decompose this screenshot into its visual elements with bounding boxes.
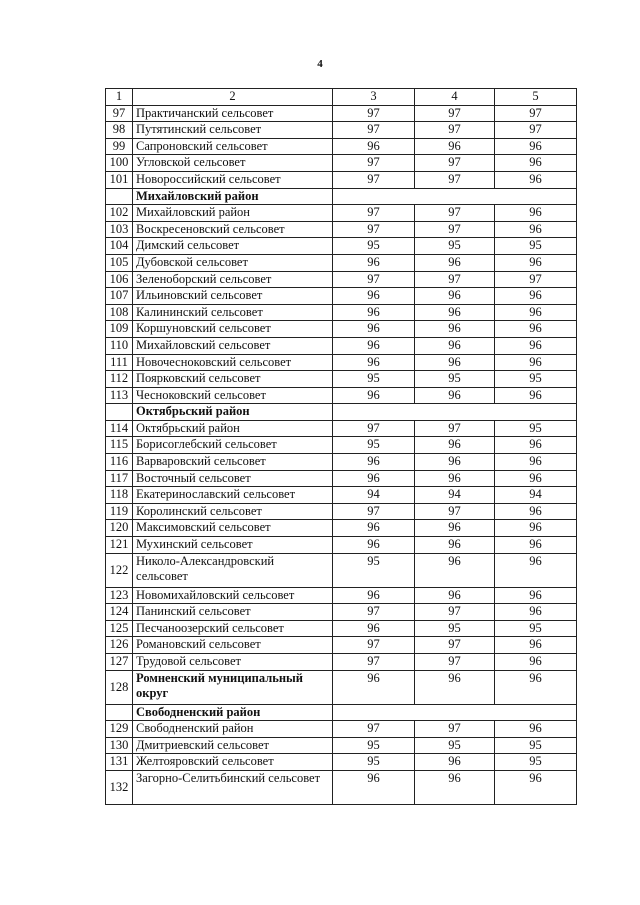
row-name: Восточный сельсовет [133,470,333,487]
data-table [105,88,577,805]
value-col-5: 96 [495,221,577,238]
value-col-5: 96 [495,770,577,804]
value-col-3: 96 [333,387,415,404]
row-number: 110 [106,337,133,354]
value-col-4: 96 [415,387,495,404]
row-name: Новомихайловский сельсовет [133,587,333,604]
value-col-5: 96 [495,288,577,305]
table-row [106,754,577,771]
row-number: 118 [106,487,133,504]
row-number: 103 [106,221,133,238]
value-col-4: 96 [415,337,495,354]
value-col-4: 96 [415,553,495,587]
value-col-5: 96 [495,205,577,222]
value-col-3: 96 [333,138,415,155]
value-col-4: 97 [415,171,495,188]
table-row [106,587,577,604]
value-col-4: 95 [415,620,495,637]
row-number: 105 [106,254,133,271]
value-col-3: 96 [333,454,415,471]
value-col-5: 96 [495,470,577,487]
row-number: 116 [106,454,133,471]
value-col-4: 95 [415,238,495,255]
value-col-5: 97 [495,271,577,288]
row-number: 99 [106,138,133,155]
table-row [106,354,577,371]
table-row [106,205,577,222]
row-name: Мухинский сельсовет [133,537,333,554]
value-col-5: 96 [495,637,577,654]
section-header-row [106,188,577,205]
value-col-4: 97 [415,155,495,172]
value-col-5 [495,704,577,721]
table-row [106,670,577,704]
value-col-3: 96 [333,354,415,371]
value-col-3: 97 [333,171,415,188]
table-row [106,620,577,637]
value-col-3: 95 [333,371,415,388]
value-col-5: 96 [495,670,577,704]
value-col-4: 95 [415,371,495,388]
table-row [106,437,577,454]
row-name: Путятинский сельсовет [133,122,333,139]
table-row [106,321,577,338]
row-name: Свободненский район [133,721,333,738]
value-col-4: 97 [415,637,495,654]
value-col-5: 96 [495,604,577,621]
row-name: Максимовский сельсовет [133,520,333,537]
row-name: Романовский сельсовет [133,637,333,654]
page-number: 4 [317,58,323,70]
value-col-3: 97 [333,604,415,621]
value-col-5: 96 [495,520,577,537]
value-col-4: 96 [415,770,495,804]
row-number: 124 [106,604,133,621]
value-col-3: 97 [333,122,415,139]
value-col-4: 96 [415,587,495,604]
value-col-4: 96 [415,520,495,537]
table-row [106,737,577,754]
row-number: 130 [106,737,133,754]
row-number: 109 [106,321,133,338]
table-row [106,304,577,321]
column-header-2: 2 [133,89,333,106]
row-name: Панинский сельсовет [133,604,333,621]
value-col-5: 96 [495,304,577,321]
row-number [106,188,133,205]
row-number: 121 [106,537,133,554]
value-col-3: 97 [333,721,415,738]
row-name: Октябрьский район [133,420,333,437]
value-col-4: 96 [415,470,495,487]
value-col-3: 95 [333,553,415,587]
value-col-4: 97 [415,420,495,437]
value-col-3: 97 [333,155,415,172]
value-col-5: 95 [495,737,577,754]
value-col-3: 96 [333,670,415,704]
value-col-3: 97 [333,503,415,520]
value-col-5: 95 [495,420,577,437]
row-name: Новочесноковский сельсовет [133,354,333,371]
section-header-row [106,704,577,721]
value-col-4: 96 [415,304,495,321]
table-row [106,387,577,404]
value-col-5: 96 [495,654,577,671]
value-col-5: 95 [495,620,577,637]
value-col-4 [415,404,495,421]
table-row [106,553,577,587]
row-name: Екатеринославский сельсовет [133,487,333,504]
value-col-4: 97 [415,122,495,139]
row-name: Чесноковский сельсовет [133,387,333,404]
value-col-4: 97 [415,604,495,621]
row-name: Угловской сельсовет [133,155,333,172]
table-row [106,537,577,554]
value-col-5 [495,404,577,421]
column-header-5: 5 [495,89,577,106]
row-name: Поярковский сельсовет [133,371,333,388]
value-col-3: 96 [333,587,415,604]
row-name: Варваровский сельсовет [133,454,333,471]
row-number: 101 [106,171,133,188]
row-number: 111 [106,354,133,371]
value-col-5: 97 [495,122,577,139]
value-col-4 [415,188,495,205]
value-col-3: 97 [333,271,415,288]
row-number: 129 [106,721,133,738]
value-col-4: 97 [415,221,495,238]
row-name: Ильиновский сельсовет [133,288,333,305]
table-header-row [106,89,577,106]
table-row [106,221,577,238]
value-col-4: 96 [415,454,495,471]
column-header-3: 3 [333,89,415,106]
value-col-5: 96 [495,553,577,587]
row-number: 104 [106,238,133,255]
table-row [106,271,577,288]
value-col-3 [333,188,415,205]
value-col-4: 96 [415,138,495,155]
value-col-4: 94 [415,487,495,504]
table-row [106,770,577,804]
value-col-3: 97 [333,205,415,222]
value-col-4: 97 [415,503,495,520]
value-col-5: 94 [495,487,577,504]
table-row [106,454,577,471]
table-row [106,487,577,504]
value-col-5: 96 [495,321,577,338]
row-name: Ромненский муниципальный округ [133,670,333,704]
value-col-5: 96 [495,138,577,155]
value-col-5: 96 [495,337,577,354]
value-col-5: 95 [495,238,577,255]
table-row [106,654,577,671]
table-row [106,288,577,305]
row-number [106,704,133,721]
row-name: Свободненский район [133,704,333,721]
row-name: Димский сельсовет [133,238,333,255]
row-number: 125 [106,620,133,637]
table-row [106,503,577,520]
table-row [106,337,577,354]
row-name: Октябрьский район [133,404,333,421]
value-col-3: 96 [333,520,415,537]
value-col-4: 97 [415,654,495,671]
value-col-4: 96 [415,537,495,554]
table-row [106,637,577,654]
value-col-4: 96 [415,754,495,771]
row-name: Михайловский район [133,188,333,205]
row-number: 127 [106,654,133,671]
value-col-4: 96 [415,288,495,305]
row-name: Калининский сельсовет [133,304,333,321]
row-number: 128 [106,670,133,704]
value-col-4: 95 [415,737,495,754]
value-col-4: 96 [415,354,495,371]
row-number: 107 [106,288,133,305]
row-name: Михайловский сельсовет [133,337,333,354]
value-col-5: 97 [495,105,577,122]
value-col-3: 95 [333,238,415,255]
value-col-3: 96 [333,304,415,321]
row-number: 123 [106,587,133,604]
value-col-3 [333,404,415,421]
row-number: 120 [106,520,133,537]
row-number: 97 [106,105,133,122]
value-col-4: 97 [415,271,495,288]
row-number: 122 [106,553,133,587]
table-row [106,122,577,139]
row-name: Николо-Александровский сельсовет [133,553,333,587]
value-col-3: 96 [333,770,415,804]
row-name: Воскресеновский сельсовет [133,221,333,238]
table-row [106,721,577,738]
table-row [106,238,577,255]
row-number: 112 [106,371,133,388]
row-number: 132 [106,770,133,804]
value-col-4: 97 [415,205,495,222]
value-col-3: 96 [333,337,415,354]
row-number: 100 [106,155,133,172]
value-col-4 [415,704,495,721]
value-col-4: 96 [415,670,495,704]
row-name: Практичанский сельсовет [133,105,333,122]
value-col-3: 96 [333,470,415,487]
value-col-3 [333,704,415,721]
table-row [106,155,577,172]
value-col-5: 96 [495,171,577,188]
value-col-5: 95 [495,371,577,388]
value-col-5: 96 [495,387,577,404]
column-header-1: 1 [106,89,133,106]
value-col-3: 96 [333,620,415,637]
row-name: Борисоглебский сельсовет [133,437,333,454]
value-col-5: 96 [495,437,577,454]
row-number: 106 [106,271,133,288]
table-row [106,420,577,437]
value-col-3: 97 [333,637,415,654]
row-name: Дмитриевский сельсовет [133,737,333,754]
row-name: Новороссийский сельсовет [133,171,333,188]
value-col-5: 96 [495,537,577,554]
value-col-5 [495,188,577,205]
row-number [106,404,133,421]
table-row [106,254,577,271]
value-col-5: 96 [495,721,577,738]
value-col-3: 96 [333,254,415,271]
value-col-3: 97 [333,654,415,671]
row-number: 131 [106,754,133,771]
row-name: Загорно-Селитьбинский сельсовет [133,770,333,804]
value-col-3: 96 [333,321,415,338]
table-row [106,171,577,188]
value-col-3: 97 [333,221,415,238]
row-name: Желтояровский сельсовет [133,754,333,771]
value-col-4: 97 [415,105,495,122]
row-number: 102 [106,205,133,222]
value-col-5: 95 [495,754,577,771]
value-col-5: 96 [495,354,577,371]
row-number: 117 [106,470,133,487]
value-col-5: 96 [495,254,577,271]
value-col-5: 96 [495,155,577,172]
value-col-3: 97 [333,105,415,122]
row-number: 126 [106,637,133,654]
row-name: Песчаноозерский сельсовет [133,620,333,637]
row-number: 119 [106,503,133,520]
row-number: 113 [106,387,133,404]
row-number: 108 [106,304,133,321]
value-col-3: 97 [333,420,415,437]
value-col-3: 94 [333,487,415,504]
value-col-4: 96 [415,437,495,454]
row-name: Трудовой сельсовет [133,654,333,671]
value-col-3: 95 [333,437,415,454]
row-name: Сапроновский сельсовет [133,138,333,155]
value-col-5: 96 [495,503,577,520]
row-number: 114 [106,420,133,437]
value-col-5: 96 [495,587,577,604]
table-row [106,371,577,388]
row-name: Зеленоборский сельсовет [133,271,333,288]
value-col-4: 96 [415,254,495,271]
table-row [106,520,577,537]
table-row [106,604,577,621]
row-number: 115 [106,437,133,454]
table-body [106,105,577,804]
row-name: Королинский сельсовет [133,503,333,520]
value-col-3: 95 [333,754,415,771]
value-col-4: 96 [415,321,495,338]
value-col-3: 96 [333,288,415,305]
value-col-4: 97 [415,721,495,738]
value-col-5: 96 [495,454,577,471]
table-row [106,470,577,487]
table-row [106,138,577,155]
row-name: Дубовской сельсовет [133,254,333,271]
value-col-3: 95 [333,737,415,754]
row-name: Михайловский район [133,205,333,222]
row-number: 98 [106,122,133,139]
value-col-3: 96 [333,537,415,554]
row-name: Коршуновский сельсовет [133,321,333,338]
table-row [106,105,577,122]
section-header-row [106,404,577,421]
column-header-4: 4 [415,89,495,106]
